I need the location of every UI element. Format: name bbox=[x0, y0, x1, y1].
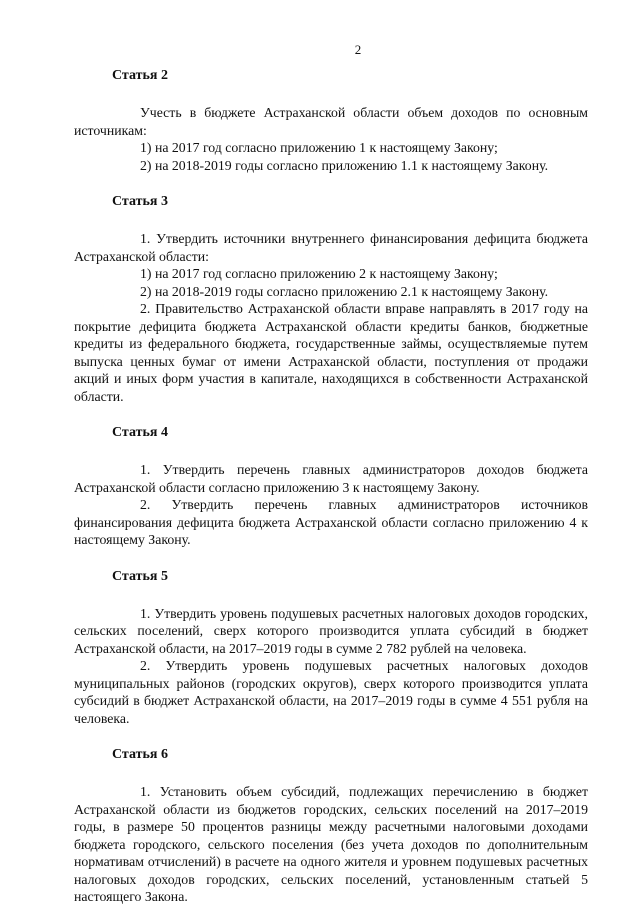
page-number: 2 bbox=[354, 42, 362, 57]
article-list-item: 1) на 2017 год согласно приложению 2 к настоящему Закону; bbox=[140, 266, 498, 281]
article-5 bbox=[74, 568, 588, 728]
article-heading: Статья 6 bbox=[112, 747, 168, 762]
article-paragraph: 1. Утвердить источники внутреннего финансирования дефицита бюджета Астраханской области: bbox=[74, 231, 588, 264]
article-paragraph: 1. Утвердить уровень подушевых расчетных налоговых доходов городских, сельских поселений, сверх которого производится уплата субсидий в бюджет Астраханской области, на 2017–2019 годы в сумме 2 782 рублей на человека. bbox=[74, 605, 588, 656]
article-heading: Статья 4 bbox=[112, 425, 168, 440]
article-paragraph: 2. Правительство Астраханской области вправе направлять в 2017 году на покрытие дефицита бюджета Астраханской области кредиты банков, бюджетные кредиты из федерального бюджета, государственные займы, осуществляемые путем выпуска ценных бумаг от имени Астраханской области, поступления от продажи акций и иных форм участия в капитале, находящихся в собственности Астраханской области. bbox=[74, 301, 588, 404]
article-list-item: 2) на 2018-2019 годы согласно приложению 1.1 к настоящему Закону. bbox=[140, 157, 549, 173]
article-4 bbox=[74, 425, 588, 549]
article-paragraph: 1. Утвердить перечень главных администраторов доходов бюджета Астраханской области согласно приложению 3 к настоящему Закону. bbox=[74, 462, 588, 495]
article-2 bbox=[74, 68, 588, 174]
article-3 bbox=[74, 194, 588, 405]
article-paragraph: 2. Утвердить перечень главных администраторов источников финансирования дефицита бюджета Астраханской области согласно приложению 4 к настоящему Закону. bbox=[74, 497, 588, 547]
article-paragraph: 1. Установить объем субсидий, подлежащих перечислению в бюджет Астраханской области из бюджетов городских, сельских поселений на 2017–2019 годы, в размере 50 процентов разницы между расчетными налоговыми доходами бюджета городского, сельского поселения (без учета доходов по дополнительным нормативам отчислений) в расчете на одного жителя и уровнем подушевых расчетных налоговых доходов городских, сельских поселений, установленным статьей 5 настоящего Закона. bbox=[74, 784, 588, 904]
article-heading: Статья 2 bbox=[112, 68, 168, 83]
article-paragraph: Учесть в бюджете Астраханской области объем доходов по основным источникам: bbox=[74, 105, 588, 138]
article-6 bbox=[74, 747, 588, 906]
article-list-item: 1) на 2017 год согласно приложению 1 к настоящему Закону; bbox=[140, 140, 498, 155]
article-paragraph: 2. Утвердить уровень подушевых расчетных налоговых доходов муниципальных районов (городских округов), сверх которого производится уплата субсидий в бюджет Астраханской области, на 2017–2019 годы в сумме 4 551 рубля на человека. bbox=[74, 658, 588, 726]
article-list-item: 2) на 2018-2019 годы согласно приложению 2.1 к настоящему Закону. bbox=[140, 283, 549, 299]
article-heading: Статья 5 bbox=[112, 568, 168, 584]
article-heading: Статья 3 bbox=[112, 194, 168, 209]
